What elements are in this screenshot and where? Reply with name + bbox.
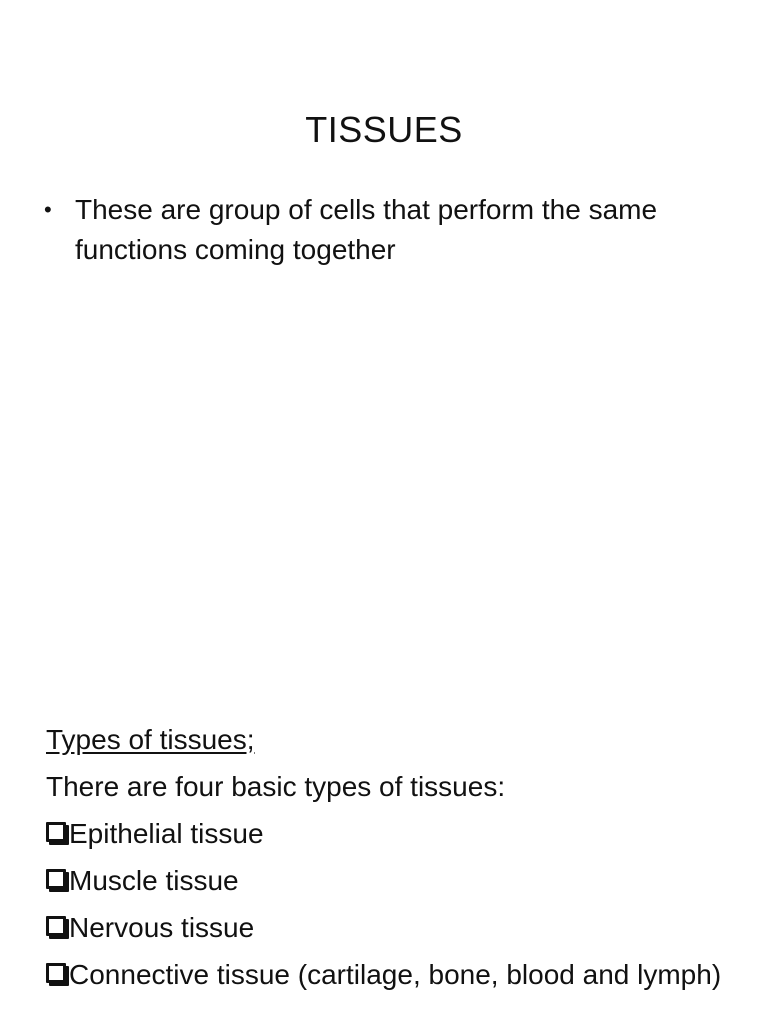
list-item-label: Muscle tissue	[69, 865, 239, 896]
checkbox-icon	[46, 822, 66, 842]
bullet-item	[44, 190, 684, 270]
bullet-list	[44, 190, 684, 270]
bullet-dot-icon: •	[44, 197, 52, 222]
list-item-label: Nervous tissue	[69, 912, 255, 943]
slide-title: TISSUES	[305, 109, 463, 150]
checkbox-icon	[46, 963, 66, 983]
tissue-types-section	[46, 716, 746, 998]
list-item-epithelial	[46, 810, 746, 857]
list-item-muscle	[46, 857, 746, 904]
list-item-label: Connective tissue (cartilage, bone, blood and lymph)	[69, 959, 722, 990]
tissue-types-list	[46, 810, 746, 998]
list-item-label: Epithelial tissue	[69, 818, 264, 849]
list-item-nervous	[46, 904, 746, 951]
types-intro: There are four basic types of tissues:	[46, 771, 506, 802]
checkbox-icon	[46, 916, 66, 936]
checkbox-icon	[46, 869, 66, 889]
bullet-text: These are group of cells that perform the same functions coming together	[75, 194, 658, 265]
types-heading: Types of tissues;	[46, 724, 255, 755]
list-item-connective	[46, 951, 746, 998]
